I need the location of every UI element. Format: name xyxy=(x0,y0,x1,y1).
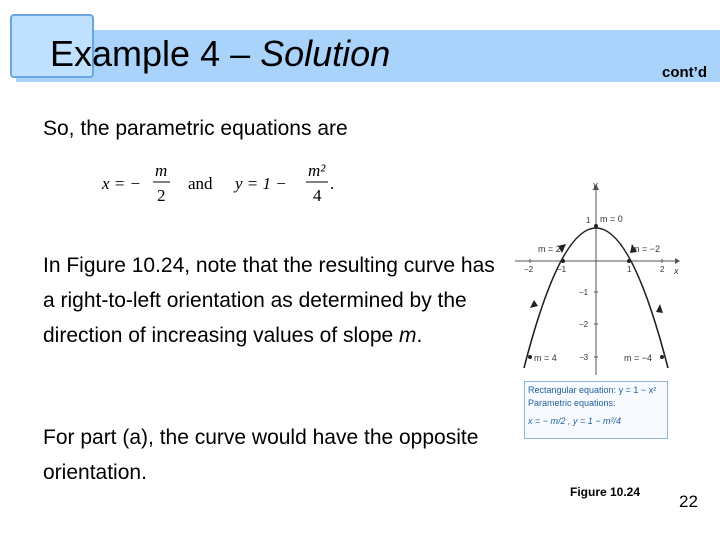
point-mneg2 xyxy=(627,259,631,263)
eq-x-den: 2 xyxy=(157,186,166,205)
equation-info-box xyxy=(524,381,668,439)
eq-and: and xyxy=(188,174,213,193)
point-mneg4 xyxy=(660,355,664,359)
x-axis-label: x xyxy=(674,266,679,276)
x-axis-arrow xyxy=(675,258,680,264)
y-tick-1: 1 xyxy=(586,216,591,225)
eq-y-lhs: y = 1 − xyxy=(235,174,287,193)
y-axis-label: y xyxy=(593,180,598,190)
y-tick-neg1: −1 xyxy=(579,288,589,297)
paragraph-orientation xyxy=(43,248,503,353)
slide-title-main: Example 4 – xyxy=(50,33,261,74)
label-m0: m = 0 xyxy=(600,214,623,224)
paragraph-orientation-end: . xyxy=(416,324,423,347)
point-m2 xyxy=(561,259,565,263)
eq-y-den: 4 xyxy=(313,186,322,205)
figure-caption: Figure 10.24 xyxy=(570,485,641,499)
page-number: 22 xyxy=(679,492,698,511)
slide-title-italic: Solution xyxy=(260,33,391,74)
parametric-equations xyxy=(100,158,350,208)
x-tick-2: 2 xyxy=(660,265,665,274)
eq-x-lhs: x = − xyxy=(102,174,141,193)
info-parametric-equations: x = − m/2 , y = 1 − m²/4 xyxy=(528,416,622,426)
y-tick-neg3: −3 xyxy=(579,353,589,362)
point-m0 xyxy=(594,224,598,228)
eq-x-num: m xyxy=(155,161,168,180)
info-rectangular-equation: Rectangular equation: y = 1 − x² xyxy=(528,385,657,395)
paragraph-intro: So, the parametric equations are xyxy=(43,117,348,140)
label-mneg2: m = −2 xyxy=(632,244,661,254)
x-tick-neg1: −1 xyxy=(557,265,567,274)
eq-y-num: m² xyxy=(308,161,326,180)
continued-label: cont’d xyxy=(662,64,707,81)
point-m4 xyxy=(528,355,532,359)
x-tick-neg2: −2 xyxy=(524,265,534,274)
parabola-graph xyxy=(510,180,680,380)
slide-title xyxy=(50,32,390,76)
slope-m-italic: m xyxy=(399,324,417,347)
eq-period: . xyxy=(330,174,335,193)
x-tick-1: 1 xyxy=(627,265,632,274)
paragraph-part-a: For part (a), the curve would have the opposite orientation. xyxy=(43,426,479,484)
info-parametric-label: Parametric equations: xyxy=(528,398,616,408)
label-mneg4: m = −4 xyxy=(624,353,653,363)
orientation-arrow-left xyxy=(530,300,538,308)
y-tick-neg2: −2 xyxy=(579,320,589,329)
label-m4: m = 4 xyxy=(534,353,557,363)
orientation-arrow-right xyxy=(656,304,663,313)
paragraph-orientation-text: In Figure 10.24, note that the resulting curve has a right-to-left orientation as determined by the direction of increasing values of slope xyxy=(43,254,495,347)
label-m2: m = 2 xyxy=(538,244,561,254)
